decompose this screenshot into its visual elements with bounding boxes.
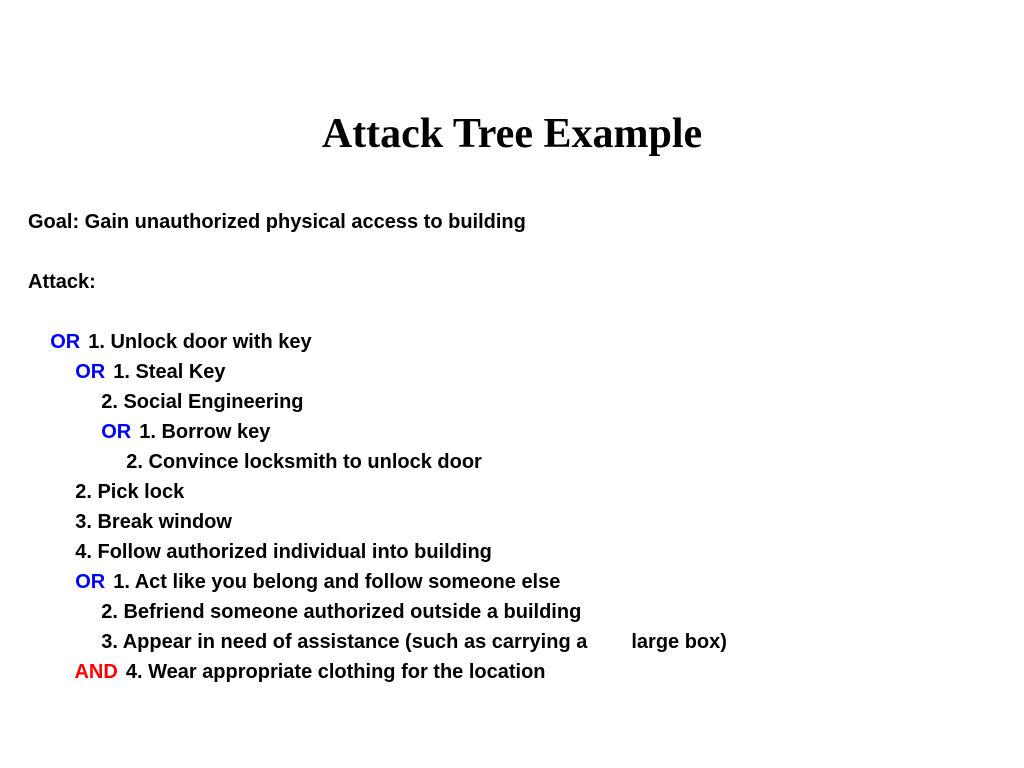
tree-node-text: 4. Wear appropriate clothing for the location <box>125 661 546 683</box>
tree-node-text-continued: large box) <box>631 631 727 653</box>
tree-node-text: 2. Befriend someone authorized outside a building <box>101 601 582 623</box>
tree-node-text: 2. Convince locksmith to unlock door <box>126 451 482 473</box>
tree-node-text: 1. Steal Key <box>113 361 226 383</box>
tree-node-text: 2. Social Engineering <box>101 391 304 413</box>
or-operator: OR <box>101 421 132 443</box>
or-operator: OR <box>75 361 106 383</box>
tree-node-text: 1. Unlock door with key <box>88 331 312 353</box>
and-operator: AND <box>74 661 118 683</box>
tree-node-text: 4. Follow authorized individual into building <box>75 541 492 563</box>
tree-node-text: 1. Borrow key <box>139 421 271 443</box>
tree-node-text: 3. Break window <box>75 511 232 533</box>
tree-node-text: 1. Act like you belong and follow someone else <box>113 571 561 593</box>
goal-statement: Goal: Gain unauthorized physical access to building <box>28 211 526 233</box>
attack-heading: Attack: <box>28 271 96 293</box>
attack-tree <box>28 297 727 683</box>
or-operator: OR <box>50 331 81 353</box>
tree-node <box>28 297 727 353</box>
slide-title: Attack Tree Example <box>321 111 703 157</box>
tree-node-text: 3. Appear in need of assistance (such as carrying a <box>101 631 588 653</box>
or-operator: OR <box>75 571 106 593</box>
tree-node-text: 2. Pick lock <box>75 481 185 503</box>
